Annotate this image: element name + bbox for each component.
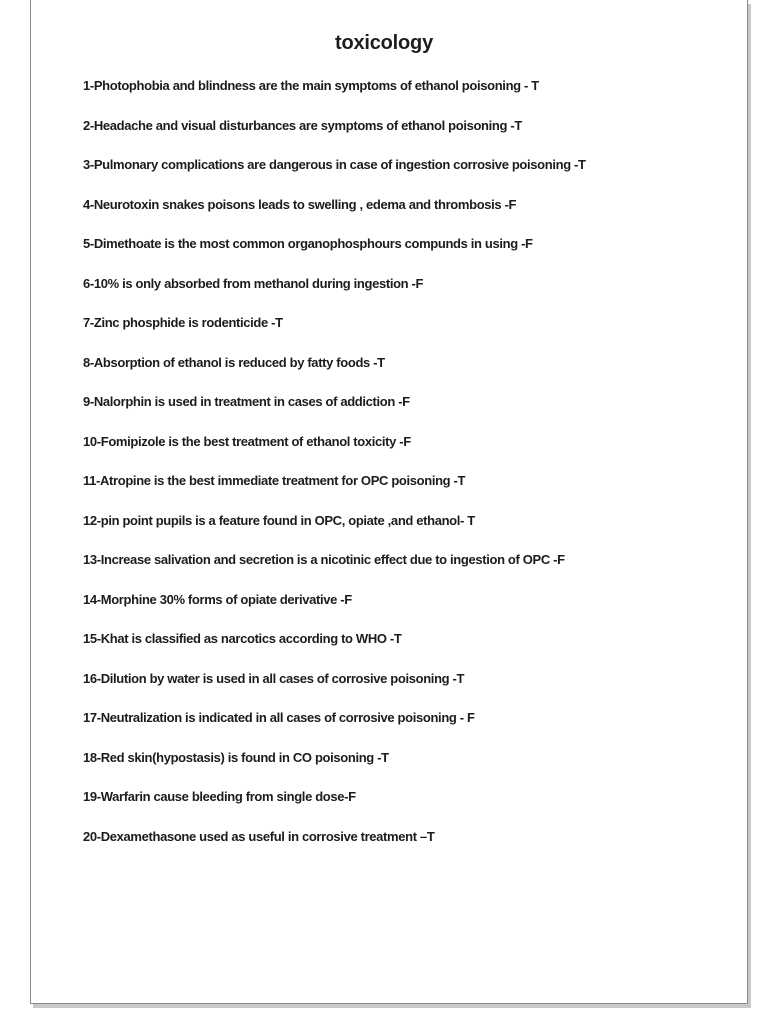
statement-item: 2-Headache and visual disturbances are symptoms of ethanol poisoning -T <box>83 117 522 133</box>
statement-item: 9-Nalorphin is used in treatment in cases of addiction -F <box>83 394 410 409</box>
statement-item: 7-Zinc phosphide is rodenticide -T <box>83 315 283 330</box>
statement-list <box>83 75 673 865</box>
statement-item: 19-Warfarin cause bleeding from single dose-F <box>83 789 356 804</box>
statement-item: 4-Neurotoxin snakes poisons leads to swelling , edema and thrombosis -F <box>83 196 517 212</box>
document-title: toxicology <box>334 32 433 54</box>
statement-item: 15-Khat is classified as narcotics according to WHO -T <box>83 631 402 646</box>
statement-item: 5-Dimethoate is the most common organophosphours compunds in using -F <box>83 236 533 251</box>
statement-item: 10-Fomipizole is the best treatment of ethanol toxicity -F <box>83 433 411 449</box>
statement-item: 18-Red skin(hypostasis) is found in CO poisoning -T <box>83 749 389 765</box>
statement-item: 12-pin point pupils is a feature found in OPC, opiate ,and ethanol- T <box>83 512 475 528</box>
statement-item: 1-Photophobia and blindness are the main symptoms of ethanol poisoning - T <box>83 78 539 93</box>
statement-item: 3-Pulmonary complications are dangerous in case of ingestion corrosive poisoning -T <box>83 157 586 172</box>
statement-item: 14-Morphine 30% forms of opiate derivative -F <box>83 591 352 607</box>
statement-item: 16-Dilution by water is used in all cases of corrosive poisoning -T <box>83 670 465 686</box>
statement-item: 20-Dexamethasone used as useful in corrosive treatment –T <box>83 828 435 844</box>
statement-item: 8-Absorption of ethanol is reduced by fatty foods -T <box>83 354 385 370</box>
statement-item: 17-Neutralization is indicated in all cases of corrosive poisoning - F <box>83 710 475 725</box>
statement-item: 11-Atropine is the best immediate treatment for OPC poisoning -T <box>83 473 466 488</box>
statement-item: 13-Increase salivation and secretion is a nicotinic effect due to ingestion of OPC -F <box>83 552 565 567</box>
statement-item: 6-10% is only absorbed from methanol during ingestion -F <box>83 275 424 291</box>
